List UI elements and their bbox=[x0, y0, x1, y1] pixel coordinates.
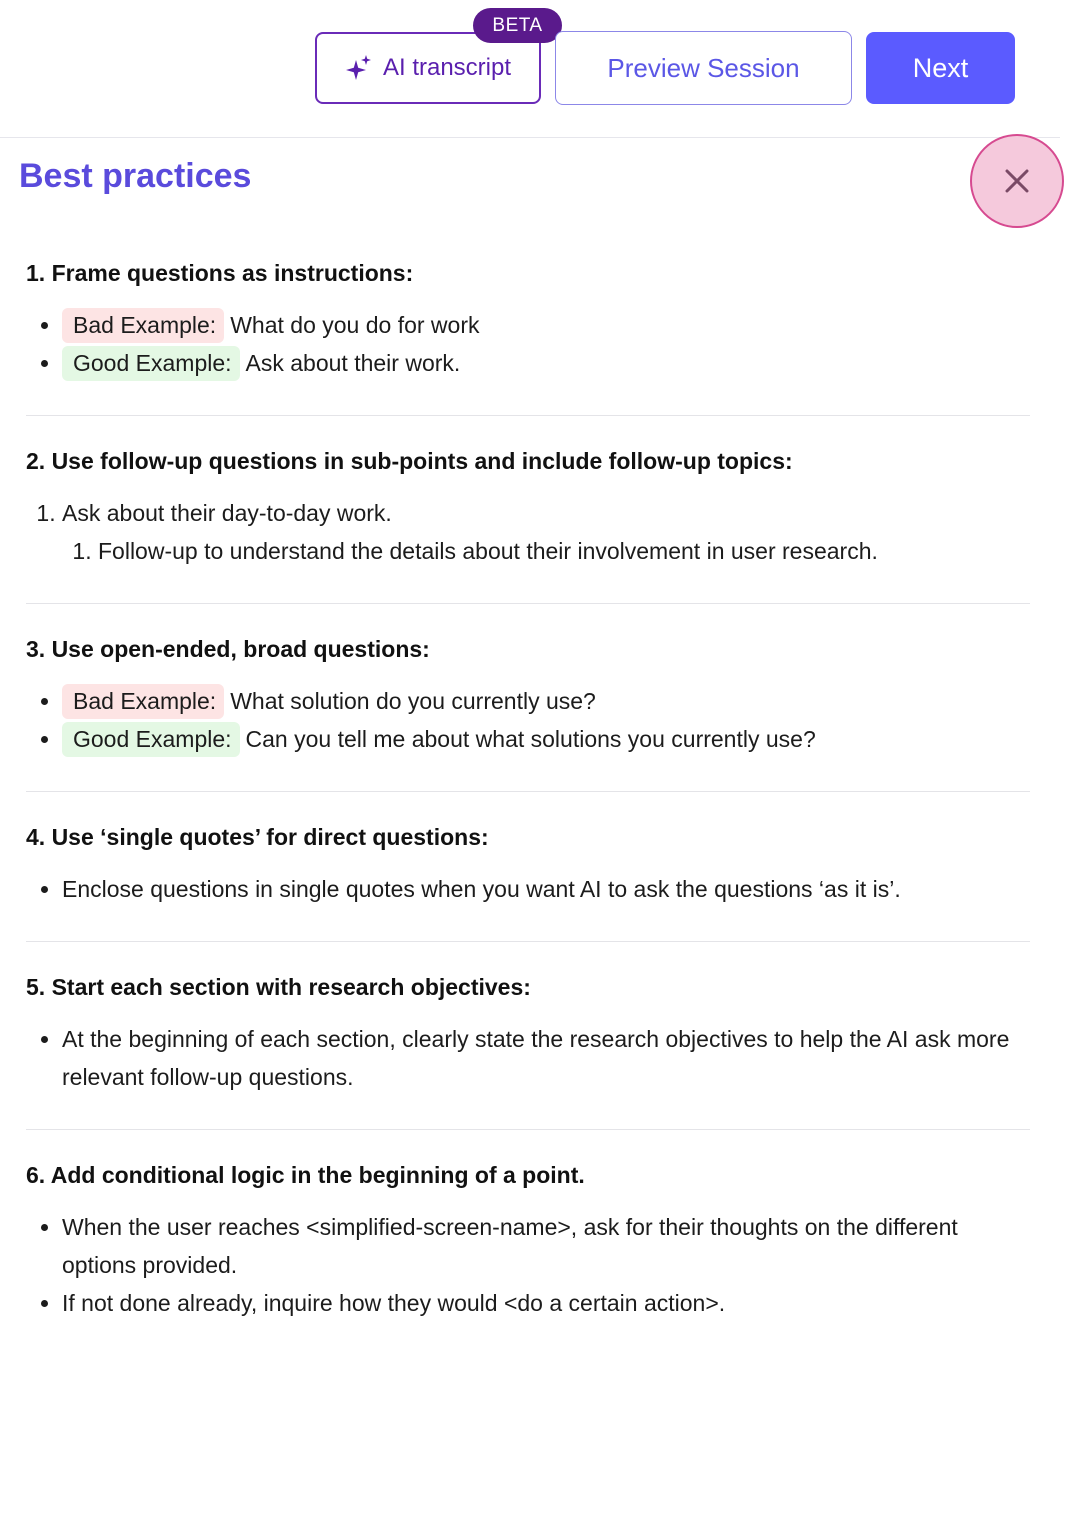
close-icon bbox=[1002, 166, 1032, 196]
bullet-list bbox=[26, 870, 1030, 908]
preview-session-button[interactable]: Preview Session bbox=[555, 31, 852, 105]
example-list bbox=[26, 682, 1030, 758]
close-button[interactable] bbox=[970, 134, 1064, 228]
section-heading: 4. Use ‘single quotes’ for direct questions: bbox=[26, 824, 489, 850]
list-item bbox=[62, 720, 1030, 758]
list-item: • If not done already, inquire how they would <do a certain action>. bbox=[62, 1284, 1030, 1322]
example-text: What do you do for work bbox=[230, 312, 480, 338]
sparkle-icon bbox=[345, 54, 373, 82]
list-item: • Enclose questions in single quotes when you want AI to ask the questions ‘as it is’. bbox=[62, 870, 1030, 908]
list-item bbox=[62, 344, 1030, 382]
list-item-text: Follow-up to understand the details about their involvement in user research. bbox=[98, 538, 878, 564]
panel-title: Best practices bbox=[19, 157, 252, 195]
practice-section-2 bbox=[26, 416, 1030, 604]
example-text: Can you tell me about what solutions you currently use? bbox=[245, 726, 816, 752]
list-item: • When the user reaches <simplified-screen-name>, ask for their thoughts on the different options provided. bbox=[62, 1208, 1030, 1284]
bad-example-tag: Bad Example: bbox=[62, 308, 224, 343]
practice-section-6 bbox=[26, 1130, 1030, 1355]
bad-example-tag: Bad Example: bbox=[62, 684, 224, 719]
best-practices-list bbox=[26, 250, 1030, 1355]
sub-list-item bbox=[98, 532, 1030, 570]
bullet-list bbox=[26, 1020, 1030, 1096]
beta-badge: BETA bbox=[473, 8, 562, 43]
ai-transcript-label: AI transcript bbox=[382, 54, 512, 81]
practice-section-5 bbox=[26, 942, 1030, 1130]
list-item-text: Ask about their day-to-day work. bbox=[62, 500, 392, 526]
list-item: • At the beginning of each section, clearly state the research objectives to help the AI ask more relevant follow-up questions. bbox=[62, 1020, 1030, 1096]
practice-section-3 bbox=[26, 604, 1030, 792]
list-item bbox=[62, 494, 1030, 570]
list-item bbox=[62, 682, 1030, 720]
good-example-tag: Good Example: bbox=[62, 722, 240, 757]
practice-section-1 bbox=[26, 250, 1030, 416]
example-text: What solution do you currently use? bbox=[230, 688, 596, 714]
numbered-list bbox=[26, 494, 1030, 570]
top-bar bbox=[0, 0, 1060, 138]
example-text: Ask about their work. bbox=[245, 350, 461, 376]
section-heading: 1. Frame questions as instructions: bbox=[26, 260, 414, 286]
section-heading: 6. Add conditional logic in the beginning of a point. bbox=[26, 1162, 585, 1188]
example-list bbox=[26, 306, 1030, 382]
section-heading: 5. Start each section with research objectives: bbox=[26, 974, 531, 1000]
section-heading: 3. Use open-ended, broad questions: bbox=[26, 636, 430, 662]
list-item bbox=[62, 306, 1030, 344]
next-button[interactable]: Next bbox=[866, 32, 1015, 104]
good-example-tag: Good Example: bbox=[62, 346, 240, 381]
practice-section-4 bbox=[26, 792, 1030, 942]
bullet-list bbox=[26, 1208, 1030, 1322]
section-heading: 2. Use follow-up questions in sub-points and include follow-up topics: bbox=[26, 448, 793, 474]
sub-list bbox=[62, 532, 1030, 570]
